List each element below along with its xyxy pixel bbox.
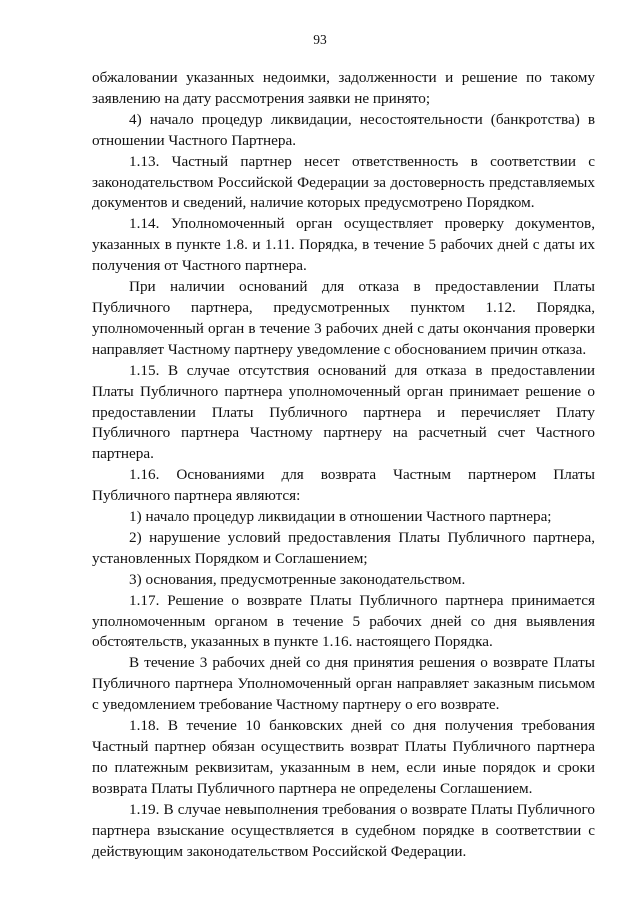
paragraph: 1.17. Решение о возврате Платы Публичного партнера принимается уполномоченным органом в течение 5 рабочих дней со дня выявления обстоятельств, указанных в пункте 1.16. настоящего Порядка. <box>92 591 595 651</box>
paragraph: 1.19. В случае невыполнения требования о возврате Платы Публичного партнера взыскание осуществляется в судебном порядке в соответствии с действующим законодательством Российской Федерации. <box>92 800 595 860</box>
page-number: 93 <box>313 32 327 47</box>
paragraph: 1.13. Частный партнер несет ответственность в соответствии с законодательством Российской Федерации за достоверность представляемых документов и сведений, наличие которых предусмотрено Порядком. <box>92 152 595 212</box>
paragraph: 3) основания, предусмотренные законодательством. <box>129 570 466 588</box>
paragraph: 1.14. Уполномоченный орган осуществляет проверку документов, указанных в пункте 1.8. и 1.11. Порядка, в течение 5 рабочих дней с даты их получения от Частного партнера. <box>92 215 595 275</box>
paragraph: 4) начало процедур ликвидации, несостоятельности (банкротства) в отношении Частного Партнера. <box>92 110 595 149</box>
paragraph: При наличии оснований для отказа в предоставлении Платы Публичного партнера, предусмотренных пунктом 1.12. Порядка, уполномоченный орган в течение 3 рабочих дней с даты окончания проверки направляет Частному партнеру уведомление с обоснованием причин отказа. <box>92 278 595 358</box>
paragraph: обжаловании указанных недоимки, задолженности и решение по такому заявлению на дату рассмотрения заявки не принято; <box>92 69 595 107</box>
document-body <box>92 68 595 862</box>
paragraph: 1.18. В течение 10 банковских дней со дня получения требования Частный партнер обязан осуществить возврат Платы Публичного партнера по платежным реквизитам, указанным в нем, если иные порядок и сроки возврата Платы Публичного партнера не определены Соглашением. <box>92 717 595 797</box>
paragraph: 1.16. Основаниями для возврата Частным партнером Платы Публичного партнера являются: <box>92 466 595 505</box>
paragraph: 1) начало процедур ликвидации в отношении Частного партнера; <box>129 508 552 526</box>
paragraph: 2) нарушение условий предоставления Платы Публичного партнера, установленных Порядком и Соглашением; <box>92 528 595 567</box>
paragraph: В течение 3 рабочих дней со дня принятия решения о возврате Платы Публичного партнера Уполномоченный орган направляет заказным письмом с уведомлением требование Частному партнеру о его возврате. <box>92 654 595 714</box>
paragraph: 1.15. В случае отсутствия оснований для отказа в предоставлении Платы Публичного партнера уполномоченный орган принимает решение о предоставлении Платы Публичного партнера и перечисляет Плату Публичного партнера Частному партнеру на расчетный счет Частного партнера. <box>92 361 595 463</box>
